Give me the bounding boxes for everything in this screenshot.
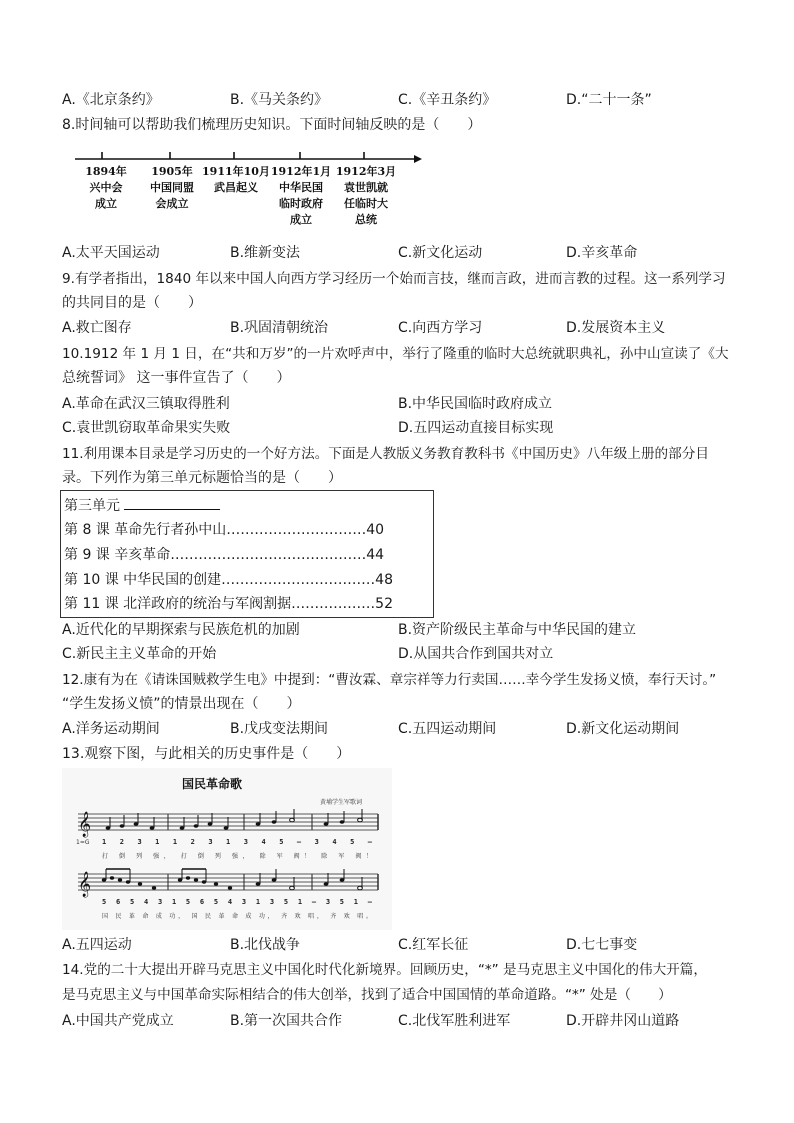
q9-stem-line2: 的共同目的是（ ）	[62, 295, 202, 311]
q11-option-a: A.近代化的早期探索与民族危机的加剧	[62, 622, 300, 638]
q14-stem-line2: 是马克思主义与中国革命实际相结合的伟大创举，找到了适合中国国情的革命道路。“*” 处是（ ）	[62, 987, 672, 1003]
toc-item: 第 8 课 革命先行者孙中山…………………………40	[64, 522, 385, 538]
timeline-event-2-line1: 中国同盟	[150, 181, 194, 194]
timeline-date-3: 1911年10月	[202, 165, 270, 178]
toc-item: 第 9 课 辛亥革命……………………………………44	[64, 547, 385, 563]
q10-option-d: D.五四运动直接目标实现	[398, 420, 554, 436]
q8-option-a: A.太平天国运动	[62, 245, 160, 261]
timeline-event-4-line3: 成立	[290, 213, 312, 226]
q10-option-b: B.中华民国临时政府成立	[398, 396, 553, 412]
q11-option-c: C.新民主主义革命的开始	[62, 646, 217, 662]
q8-option-d: D.辛亥革命	[566, 245, 638, 261]
song-key: 1=G	[76, 839, 90, 846]
q11-option-b: B.资产阶级民主革命与中华民国的建立	[398, 622, 637, 638]
q9-option-d: D.发展资本主义	[566, 320, 666, 336]
timeline-event-5-line2: 任临时大	[344, 197, 388, 210]
timeline-event-4-line2: 临时政府	[279, 197, 323, 210]
q13-option-a: A.五四运动	[62, 937, 132, 953]
toc-item: 第 11 课 北洋政府的统治与军阀割据………………52	[64, 596, 393, 612]
q8-option-c: C.新文化运动	[398, 245, 483, 261]
toc-unit-blank	[124, 496, 220, 510]
q12-option-b: B.戊戌变法期间	[230, 721, 329, 737]
song-sheet-image	[62, 768, 392, 930]
q14-option-c: C.北伐军胜利进军	[398, 1013, 511, 1029]
q14-option-a: A.中国共产党成立	[62, 1013, 174, 1029]
timeline-event-2-line2: 会成立	[155, 197, 189, 210]
toc-item: 第 10 课 中华民国的创建……………………………48	[64, 572, 393, 588]
q12-option-d: D.新文化运动期间	[566, 721, 680, 737]
timeline-date-1: 1894年	[85, 165, 127, 178]
q10-stem-line1: 10.1912 年 1 月 1 日，在“共和万岁”的一片欢呼声中，举行了隆重的临时大总统就职典礼，孙中山宣读了《大	[62, 346, 729, 362]
q7-option-b: B.《马关条约》	[230, 92, 329, 108]
q8-option-b: B.维新变法	[230, 245, 301, 261]
song-lyrics-line1: 打 倒 列 强， 打 倒 列 强， 除 军 阀！ 除 军 阀！	[102, 853, 373, 860]
timeline-date-4: 1912年1月	[270, 165, 332, 178]
timeline-date-2: 1905年	[151, 165, 193, 178]
q9-option-b: B.巩固清朝统治	[230, 320, 329, 336]
q9-stem-line1: 9.有学者指出，1840 年以来中国人向西方学习经历一个始而言技，继而言政，进而言教的过程。这一系列学习	[62, 271, 726, 287]
timeline-event-5-line1: 袁世凯就	[344, 181, 388, 194]
q9-option-c: C.向西方学习	[398, 320, 483, 336]
q10-stem-line2: 总统誓词》 这一事件宣告了（ ）	[62, 370, 291, 386]
q12-stem-line2: “学生发扬义愤”的情景出现在（ ）	[62, 696, 301, 712]
q10-option-c: C.袁世凯窃取革命果实失败	[62, 420, 231, 436]
q8-stem: 8.时间轴可以帮助我们梳理历史知识。下面时间轴反映的是（ ）	[62, 117, 482, 133]
timeline-event-3-line1: 武昌起义	[214, 181, 258, 194]
toc-unit-line	[64, 496, 220, 515]
song-title: 国民革命歌	[181, 777, 243, 791]
q14-stem-line1: 14.党的二十大提出开辟马克思主义中国化时代化新境界。回顾历史，“*” 是马克思主义中国化的伟大开篇，	[62, 962, 707, 978]
q12-option-a: A.洋务运动期间	[62, 721, 160, 737]
timeline-event-1-line1: 兴中会	[89, 181, 123, 194]
svg-text:𝄞: 𝄞	[78, 812, 92, 837]
song-lyrics-line2: 国 民 革 命 成 功， 国 民 革 命 成 功， 齐 欢 唱， 齐 欢 唱。	[102, 913, 373, 920]
timeline-event-1-line2: 成立	[95, 197, 117, 210]
svg-text:𝄞: 𝄞	[78, 872, 92, 897]
song-numbers-line2: 5 6 5 4 3 1 5 6 5 4 3 1 3 5 1 — 3 5 1 —	[102, 898, 372, 906]
q7-option-d: D.“二十一条”	[566, 92, 652, 108]
song-numbers-line1: 1 2 3 1 1 2 3 1 3 4 5 — 3 4 5 —	[102, 838, 372, 846]
q8-timeline	[72, 145, 432, 235]
q7-option-a: A.《北京条约》	[62, 92, 160, 108]
q11-stem-line1: 11.利用课本目录是学习历史的一个好方法。下面是人教版义务教育教科书《中国历史》八年级上册的部分目	[62, 446, 709, 462]
q10-option-a: A.革命在武汉三镇取得胜利	[62, 396, 230, 412]
q11-stem-line2: 录。下列作为第三单元标题恰当的是（ ）	[62, 470, 342, 486]
q12-stem-line1: 12.康有为在《请诛国贼救学生电》中提到：“曹汝霖、章宗祥等力行卖国……幸今学生发扬义愤，奉行天讨。”	[62, 672, 717, 688]
song-credit: 黄埔学生军歌词	[319, 799, 362, 806]
q13-stem: 13.观察下图，与此相关的历史事件是（ ）	[62, 746, 351, 762]
q13-option-d: D.七七事变	[566, 937, 638, 953]
table-of-contents-box	[60, 490, 434, 618]
timeline-date-5: 1912年3月	[335, 165, 397, 178]
q13-option-c: C.红军长征	[398, 937, 469, 953]
q9-option-a: A.救亡图存	[62, 320, 132, 336]
timeline-event-4-line1: 中华民国	[279, 181, 323, 194]
q14-option-d: D.开辟井冈山道路	[566, 1013, 680, 1029]
q12-option-c: C.五四运动期间	[398, 721, 497, 737]
q7-option-c: C.《辛丑条约》	[398, 92, 497, 108]
timeline-event-5-line3: 总统	[355, 213, 377, 226]
q11-option-d: D.从国共合作到国共对立	[398, 646, 554, 662]
toc-unit-label: 第三单元	[64, 498, 120, 514]
q14-option-b: B.第一次国共合作	[230, 1013, 343, 1029]
q13-option-b: B.北伐战争	[230, 937, 301, 953]
